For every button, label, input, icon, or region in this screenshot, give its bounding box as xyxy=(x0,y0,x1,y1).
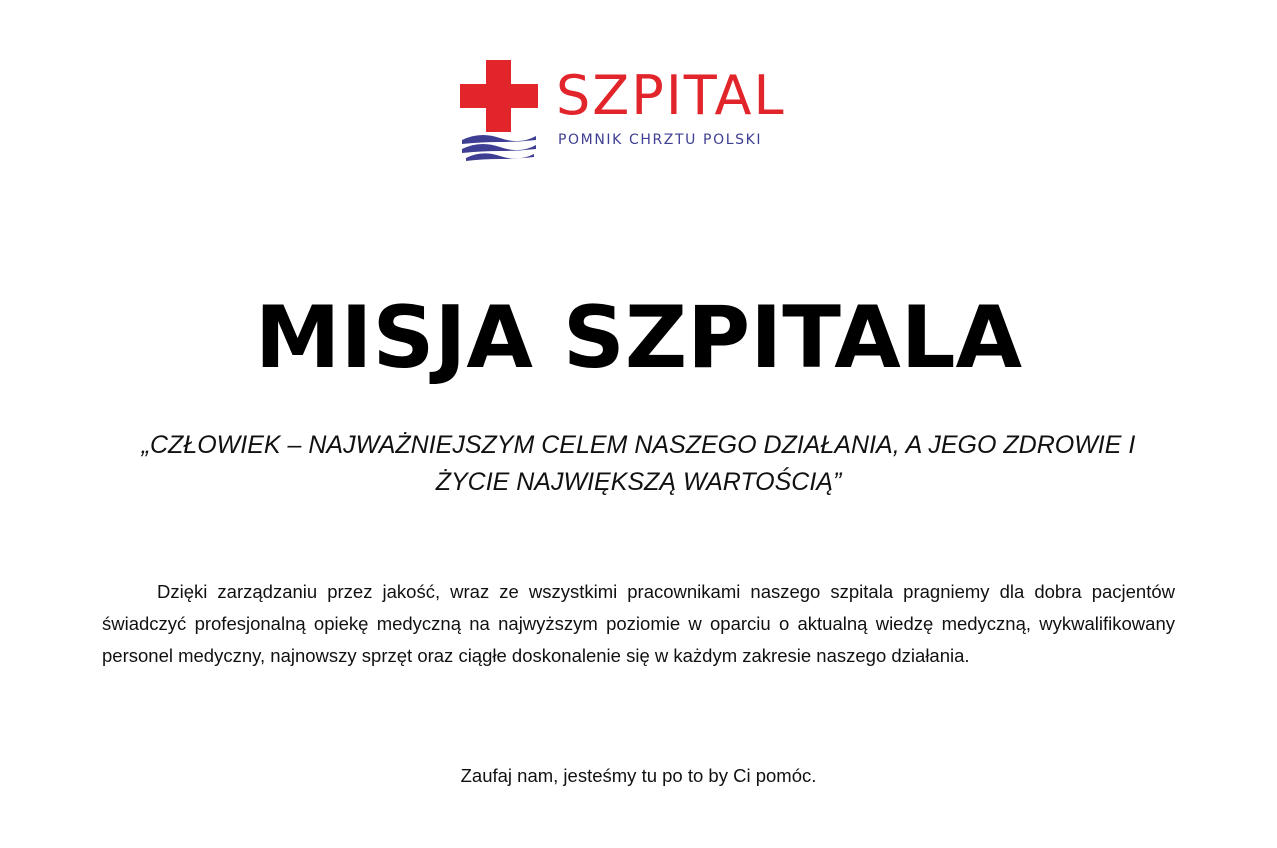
mission-paragraph: Dzięki zarządzaniu przez jakość, wraz ze wszystkimi pracownikami naszego szpitala pragniemy dla dobra pacjentów świadczyć profesjonalną opiekę medyczną na najwyższym poziomie w oparciu o aktualną wiedzę medyczną, wykwalifikowany personel medyczny, najnowszy sprzęt oraz ciągłe doskonalenie się w każdym zakresie naszego działania. xyxy=(102,581,1175,666)
red-cross-with-waves-icon xyxy=(460,60,540,165)
motto-line-1: „CZŁOWIEK – NAJWAŻNIEJSZYM CELEM NASZEGO DZIAŁANIA, A JEGO ZDROWIE I xyxy=(141,431,1136,459)
hospital-logo xyxy=(460,60,790,165)
motto xyxy=(60,427,1217,501)
motto-line-2: ŻYCIE NAJWIĘKSZĄ WARTOŚCIĄ” xyxy=(435,468,842,496)
logo-subtitle: POMNIK CHRZTU POLSKI xyxy=(558,132,763,148)
page-title: MISJA SZPITALA xyxy=(254,288,1023,388)
closing-line: Zaufaj nam, jesteśmy tu po to by Ci pomóc. xyxy=(460,765,817,786)
logo-name: SZPITAL xyxy=(556,64,786,127)
